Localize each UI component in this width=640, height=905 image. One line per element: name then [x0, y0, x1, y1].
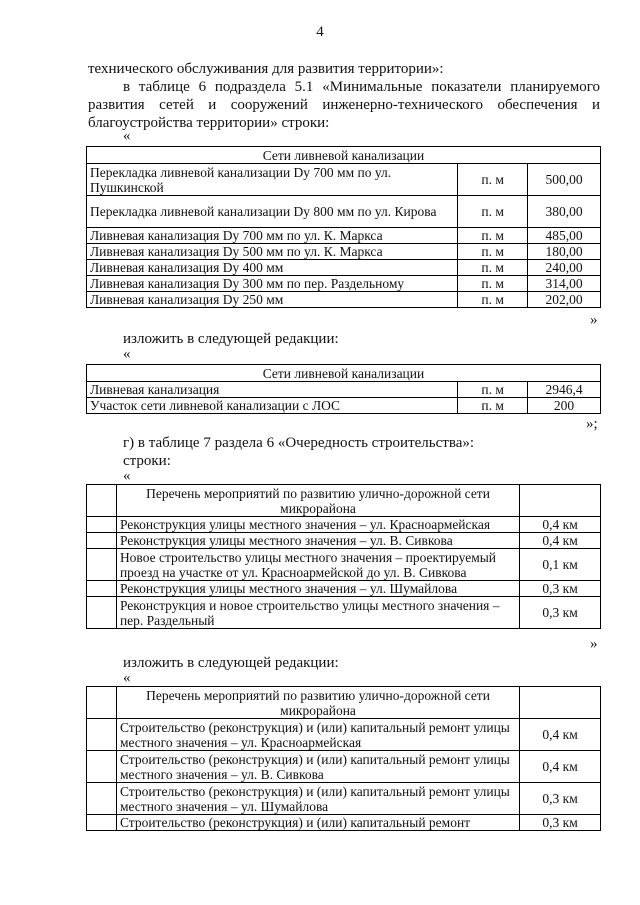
table3-cell-name: Реконструкция улицы местного значения – ул. Красноармейская [116, 517, 519, 533]
table-row [87, 533, 601, 549]
table3-cell-name: Новое строительство улицы местного значения – проектируемый проезд на участке от ул. Красноармейской до ул. В. Сивкова [116, 549, 519, 581]
table3-cell-value: 0,3 км [520, 597, 601, 629]
table-road-works-old [86, 484, 601, 629]
table-row [87, 244, 601, 260]
table3-header: Перечень мероприятий по развитию улично-дорожной сети микрорайона [116, 485, 519, 517]
table2-cell-unit: п. м [458, 382, 528, 398]
table1-cell-value: 180,00 [528, 244, 601, 260]
rows-word: строки: [123, 453, 171, 469]
table3-cell-name: Реконструкция улицы местного значения – ул. В. Сивкова [116, 533, 519, 549]
table1-cell-value: 500,00 [528, 164, 601, 196]
table4-cell-value: 0,3 км [520, 815, 601, 831]
table1-cell-unit: п. м [458, 276, 528, 292]
table1-cell-name: Ливневая канализация Dy 300 мм по пер. Раздельному [87, 276, 458, 292]
table4-cell-name: Строительство (реконструкция) и (или) капитальный ремонт [116, 815, 519, 831]
section-g-line: г) в таблице 7 раздела 6 «Очередность строительства»: [123, 435, 475, 451]
close-quote-1: » [590, 312, 598, 328]
table2-header: Сети ливневой канализации [87, 365, 601, 382]
table-row [87, 517, 601, 533]
close-quote-2: »; [586, 416, 598, 432]
table1-cell-value: 314,00 [528, 276, 601, 292]
table3-cell-name: Реконструкция и новое строительство улицы местного значения – пер. Раздельный [116, 597, 519, 629]
table1-cell-value: 380,00 [528, 196, 601, 228]
table4-header: Перечень мероприятий по развитию улично-дорожной сети микрорайона [116, 687, 519, 719]
intro-line-4: благоустройства территории» строки: [88, 115, 330, 131]
table1-cell-name: Перекладка ливневой канализации Dy 800 мм по ул. Кирова [87, 196, 458, 228]
table1-cell-unit: п. м [458, 228, 528, 244]
table4-cell-value: 0,4 км [520, 751, 601, 783]
table3-cell-value: 0,4 км [520, 533, 601, 549]
table-row [87, 260, 601, 276]
table4-cell-name: Строительство (реконструкция) и (или) капитальный ремонт улицы местного значения – ул. Шумайлова [116, 783, 519, 815]
table1-cell-unit: п. м [458, 260, 528, 276]
table-row [87, 751, 601, 783]
table-row [87, 581, 601, 597]
table1-cell-name: Ливневая канализация Dy 500 мм по ул. К. Маркса [87, 244, 458, 260]
page-number: 4 [316, 24, 324, 40]
intro-line-2: в таблице 6 подраздела 5.1 «Минимальные показатели планируемого [123, 79, 600, 95]
table-row [87, 815, 601, 831]
table-storm-sewer-old [86, 146, 601, 308]
table-row [87, 292, 601, 308]
table1-cell-name: Ливневая канализация Dy 400 мм [87, 260, 458, 276]
table1-cell-value: 485,00 [528, 228, 601, 244]
intro-line-1: технического обслуживания для развития территории»: [88, 61, 444, 77]
table-row [87, 196, 601, 228]
open-quote-2: « [123, 346, 131, 362]
table3-cell-name: Реконструкция улицы местного значения – ул. Шумайлова [116, 581, 519, 597]
open-quote-4: « [123, 670, 131, 686]
table-row [87, 597, 601, 629]
table-row [87, 783, 601, 815]
table-row [87, 276, 601, 292]
table3-cell-value: 0,1 км [520, 549, 601, 581]
table4-cell-value: 0,4 км [520, 719, 601, 751]
table2-cell-value: 2946,4 [528, 382, 601, 398]
table-row [87, 382, 601, 398]
intro-line-3: развития сетей и сооружений инженерно-технического обеспечения и [88, 97, 600, 113]
table1-cell-name: Ливневая канализация Dy 250 мм [87, 292, 458, 308]
table-row [87, 398, 601, 414]
table-storm-sewer-new [86, 364, 601, 414]
table2-cell-name: Участок сети ливневой канализации с ЛОС [87, 398, 458, 414]
open-quote-1: « [123, 128, 131, 144]
table4-cell-value: 0,3 км [520, 783, 601, 815]
close-quote-3: » [590, 636, 598, 652]
table-row [87, 228, 601, 244]
table1-cell-unit: п. м [458, 196, 528, 228]
table4-cell-name: Строительство (реконструкция) и (или) капитальный ремонт улицы местного значения – ул. Красноармейская [116, 719, 519, 751]
table3-cell-value: 0,4 км [520, 517, 601, 533]
redaction-label-2: изложить в следующей редакции: [123, 655, 339, 671]
table1-cell-unit: п. м [458, 292, 528, 308]
table-road-works-new [86, 686, 601, 831]
open-quote-3: « [123, 468, 131, 484]
table1-header: Сети ливневой канализации [87, 147, 601, 164]
table-row [87, 164, 601, 196]
table4-cell-name: Строительство (реконструкция) и (или) капитальный ремонт улицы местного значения – ул. В. Сивкова [116, 751, 519, 783]
redaction-label-1: изложить в следующей редакции: [123, 331, 339, 347]
table-row [87, 719, 601, 751]
table1-cell-unit: п. м [458, 244, 528, 260]
table2-cell-value: 200 [528, 398, 601, 414]
table1-cell-name: Ливневая канализация Dy 700 мм по ул. К. Маркса [87, 228, 458, 244]
table1-cell-value: 240,00 [528, 260, 601, 276]
table2-cell-unit: п. м [458, 398, 528, 414]
table2-cell-name: Ливневая канализация [87, 382, 458, 398]
table1-cell-unit: п. м [458, 164, 528, 196]
table1-cell-name: Перекладка ливневой канализации Dy 700 мм по ул. Пушкинской [87, 164, 458, 196]
table3-cell-value: 0,3 км [520, 581, 601, 597]
table1-cell-value: 202,00 [528, 292, 601, 308]
table-row [87, 549, 601, 581]
